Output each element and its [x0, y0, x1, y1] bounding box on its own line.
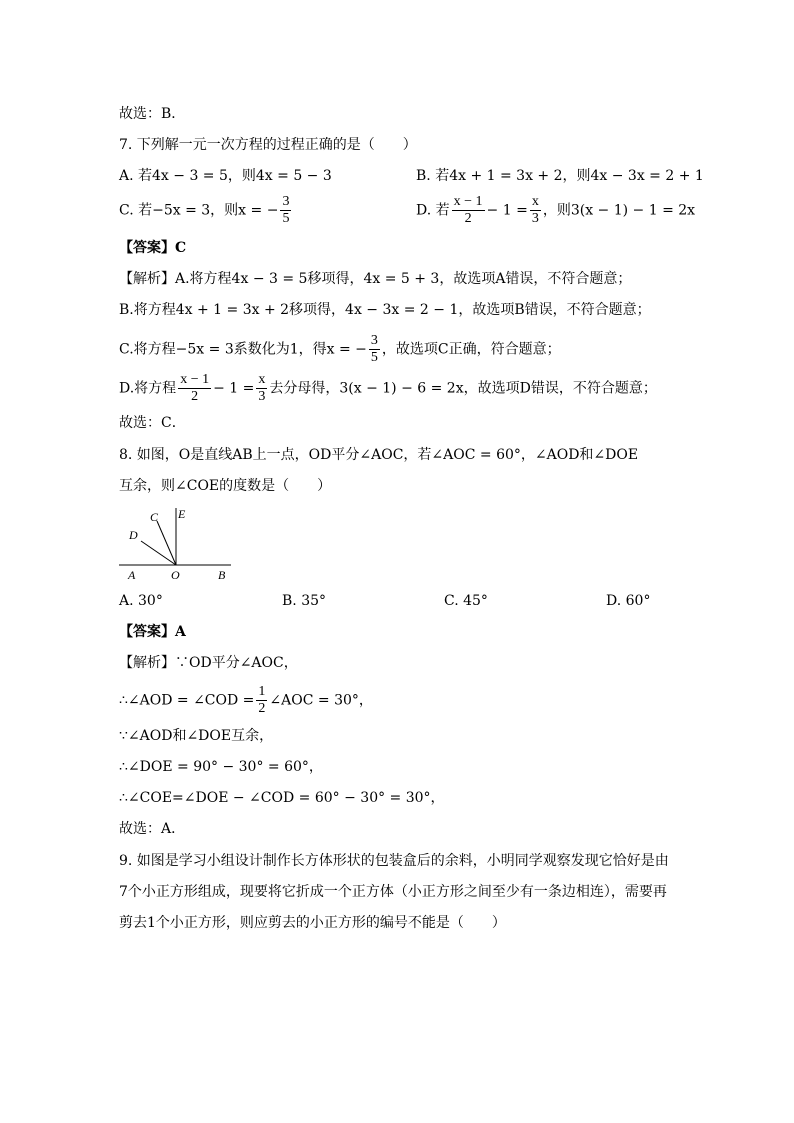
label-d: D: [129, 528, 138, 542]
q7-explanation-c: [119, 333, 561, 366]
exp7-c-pre: C.将方程−5x = 3系数化为1，得x = −: [119, 341, 367, 358]
angle-figure: [119, 505, 239, 585]
exp7-d-f1-den: 2: [191, 389, 199, 404]
question-9-line2: 7个小正方形组成，现要将它折成一个正方体（小正方形之间至少有一条边相连），需要再: [119, 884, 667, 900]
exp7-d-f2-den: 3: [258, 389, 266, 404]
exp7-c-den: 5: [370, 350, 378, 365]
q7-c-num: 3: [282, 194, 290, 209]
exp7-d-f1-num: x − 1: [180, 372, 210, 387]
q7-d-f2-num: x: [531, 194, 539, 209]
label-b: B: [218, 568, 226, 582]
label-a: A: [128, 568, 136, 582]
q7-option-a: A. 若4x − 3 = 5，则4x = 5 − 3: [119, 168, 332, 184]
q7-d-fraction-1: [452, 194, 485, 227]
q8-explanation-3: ∵∠AOD和∠DOE互余，: [119, 728, 274, 744]
exp7-d-mid: − 1 =: [213, 380, 255, 397]
q8-explanation-4: ∴∠DOE = 90° − 30° = 60°，: [119, 759, 323, 775]
q7-conclusion: 故选：C．: [119, 415, 186, 431]
q7-d-f2-den: 3: [531, 211, 539, 226]
q7-c-den: 5: [282, 211, 290, 226]
q8-option-d: D. 60°: [606, 593, 651, 609]
q8-explanation-2: [119, 684, 373, 717]
exp8-2-post: ∠AOC = 30°，: [269, 692, 373, 709]
exp7-d-post: 去分母得，3(x − 1) − 6 = 2x，故选项D错误，不符合题意；: [269, 380, 657, 397]
q7-c-fraction: [280, 194, 291, 227]
q8-option-a: A. 30°: [119, 593, 163, 609]
q7-explanation-b: B.将方程4x + 1 = 3x + 2移项得，4x − 3x = 2 − 1，故选项B错误，不符合题意；: [119, 302, 651, 318]
exp7-c-num: 3: [370, 333, 378, 348]
q8-explanation-5: ∴∠COE=∠DOE − ∠COD = 60° − 30° = 30°，: [119, 790, 445, 806]
exp8-2-pre: ∴∠AOD = ∠COD =: [119, 692, 255, 709]
q7-d-pre: D. 若: [416, 202, 450, 219]
label-e: E: [178, 507, 186, 521]
exp7-c-post: ，故选项C正确，符合题意；: [381, 341, 561, 358]
question-8-stem-line1: 8. 如图，O是直线AB上一点，OD平分∠AOC，若∠AOC = 60°，∠AOD和∠DOE: [119, 447, 639, 463]
q8-option-b: B. 35°: [282, 593, 327, 609]
q7-d-f1-den: 2: [464, 211, 472, 226]
exp8-2-den: 2: [258, 701, 266, 716]
exp7-c-fraction: [369, 333, 380, 366]
question-9-line3: 剪去1个小正方形，则应剪去的小正方形的编号不能是（ ）: [119, 915, 506, 931]
q7-option-d: [416, 194, 695, 227]
label-c: C: [150, 510, 159, 524]
q7-d-mid: − 1 =: [486, 202, 528, 219]
q7-answer: 【答案】C: [119, 240, 187, 256]
q8-option-c: C. 45°: [444, 593, 488, 609]
q7-d-post: ，则3(x − 1) − 1 = 2x: [542, 202, 696, 219]
q8-answer: 【答案】A: [119, 624, 186, 640]
prev-answer-conclusion: 故选：B．: [119, 106, 186, 122]
exp7-d-fraction-1: [178, 372, 211, 405]
q7-d-f1-num: x − 1: [453, 194, 483, 209]
question-8-stem-line2: 互余，则∠COE的度数是（ ）: [119, 478, 332, 494]
q7-d-fraction-2: [530, 194, 541, 227]
q8-explanation-1: 【解析】∵OD平分∠AOC，: [119, 655, 298, 671]
q7-option-c: [119, 194, 293, 227]
exp7-d-f2-num: x: [258, 372, 266, 387]
question-9-line1: 9. 如图是学习小组设计制作长方体形状的包装盒后的余料，小明同学观察发现它恰好是由: [119, 853, 669, 869]
exp8-2-num: 1: [258, 684, 266, 699]
label-o: O: [171, 568, 180, 582]
q7-c-text: C. 若−5x = 3，则x = −: [119, 202, 279, 219]
q7-option-b: B. 若4x + 1 = 3x + 2，则4x − 3x = 2 + 1: [416, 168, 704, 184]
exp7-d-fraction-2: [256, 372, 267, 405]
q8-conclusion: 故选：A．: [119, 821, 186, 837]
q7-explanation-a: 【解析】A.将方程4x − 3 = 5移项得，4x = 5 + 3，故选项A错误，不符合题意；: [119, 271, 632, 287]
exp7-d-pre: D.将方程: [119, 380, 177, 397]
q7-explanation-d: [119, 372, 657, 405]
question-7-stem: 7. 下列解一元一次方程的过程正确的是（ ）: [119, 137, 417, 153]
exp8-2-fraction: [256, 684, 267, 717]
